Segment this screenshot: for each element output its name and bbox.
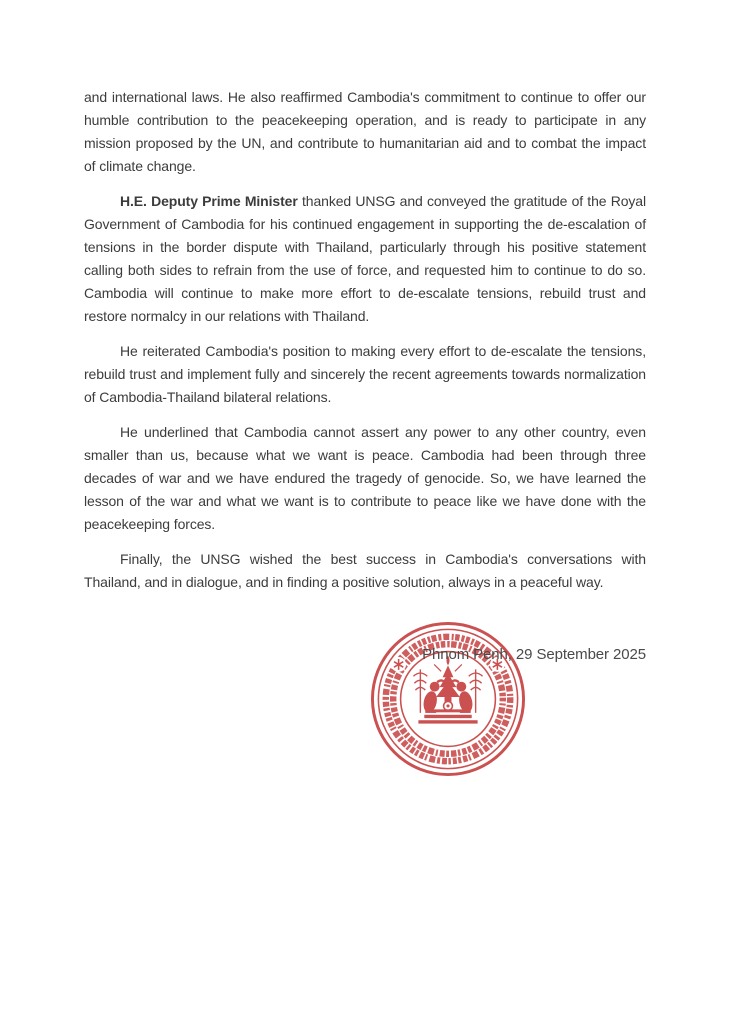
paragraph-lead: H.E. Deputy Prime Minister bbox=[120, 193, 298, 209]
paragraph bbox=[84, 86, 646, 178]
dateline: Phnom Penh, 29 September 2025 bbox=[422, 646, 646, 663]
paragraph-text: thanked UNSG and conveyed the gratitude of the Royal Government of Cambodia for his continued engagement in supporting the de-escalation of tensions in the border dispute with Thailand, particularly through his positive statement calling both sides to refrain from the use of force, and requested him to continue to do so. Cambodia will continue to make more effort to de-escalate tensions, rebuild trust and restore normalcy in our relations with Thailand. bbox=[84, 193, 646, 324]
paragraph-text: and international laws. He also reaffirmed Cambodia's commitment to continue to offer our humble contribution to the peacekeeping operation, and is ready to participate in any mission proposed by the UN, and contribute to humanitarian aid and to combat the impact of climate change. bbox=[84, 89, 646, 174]
paragraph bbox=[84, 340, 646, 409]
seal-asterisk-left bbox=[391, 657, 406, 672]
paragraph bbox=[84, 421, 646, 536]
paragraph-text: He reiterated Cambodia's position to making every effort to de-escalate the tensions, rebuild trust and implement fully and sincerely the recent agreements towards normalization of Cambodia-Thailand bilateral relations. bbox=[84, 343, 646, 405]
paragraph-text: He underlined that Cambodia cannot assert any power to any other country, even smaller than us, because what we want is peace. Cambodia had been through three decades of war and we have endured the tragedy of genocide. So, we have learned the lesson of the war and what we want is to contribute to peace like we have done with the peacekeeping forces. bbox=[84, 424, 646, 532]
paragraph bbox=[84, 190, 646, 328]
seal-graphic bbox=[369, 620, 527, 778]
paragraph-text: Finally, the UNSG wished the best success in Cambodia's conversations with Thailand, and in dialogue, and in finding a positive solution, always in a peaceful way. bbox=[84, 551, 646, 590]
seal-royal-arms bbox=[413, 656, 482, 724]
document-body bbox=[84, 86, 646, 606]
royal-government-of-cambodia-seal bbox=[369, 620, 527, 778]
paragraph bbox=[84, 548, 646, 594]
